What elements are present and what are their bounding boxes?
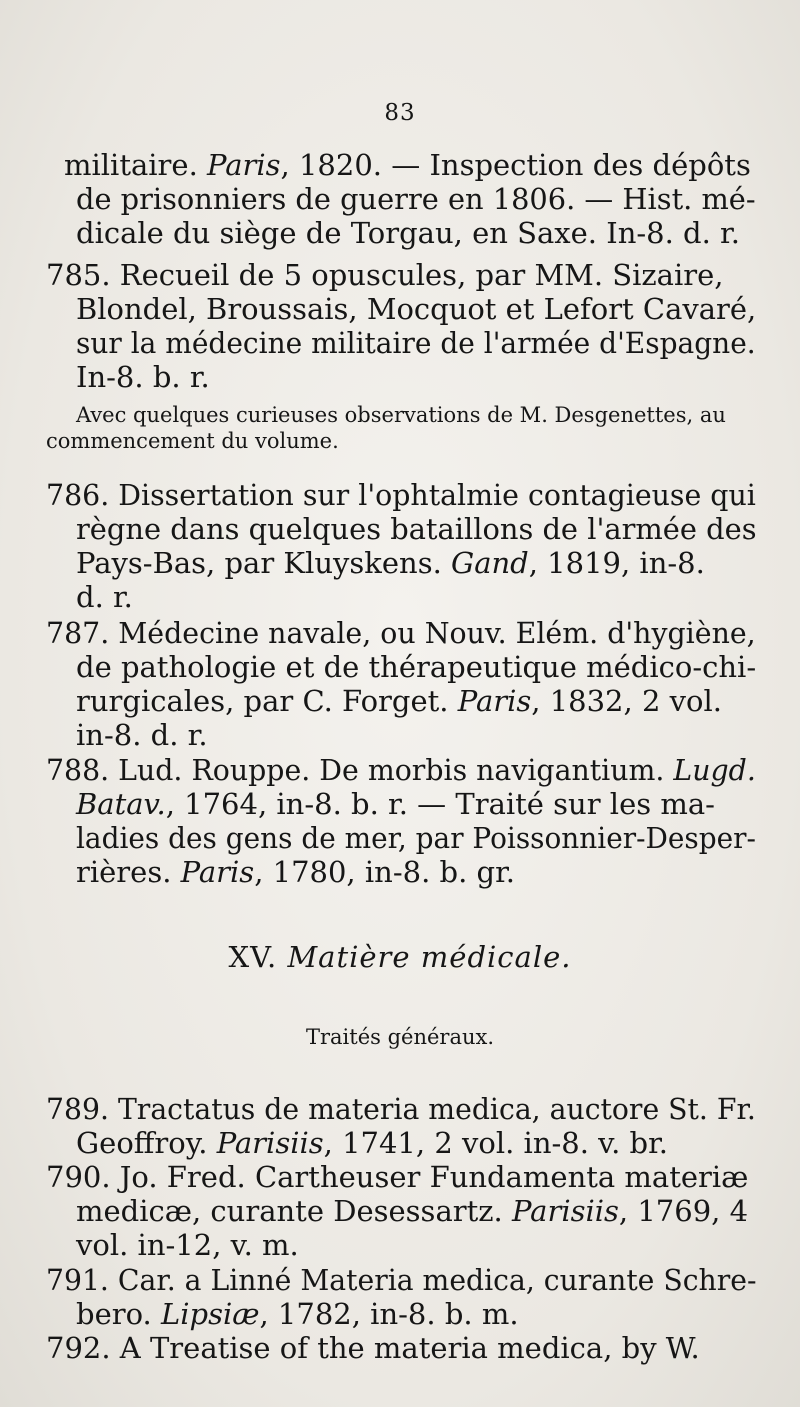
entry-line	[76, 1126, 668, 1160]
italic-text: Paris	[207, 148, 281, 182]
text-run: Blondel, Broussais, Mocquot et Lefort Cavaré,	[76, 292, 757, 326]
italic-text: Paris	[457, 684, 532, 718]
italic-text: Paris	[180, 855, 255, 889]
text-run: , 1832, 2 vol.	[531, 684, 722, 718]
section-number: XV.	[228, 940, 278, 974]
text-run: vol. in-12, v. m.	[76, 1228, 299, 1262]
entry-line	[76, 718, 208, 752]
text-run: , 1782, in-8. b. m.	[259, 1297, 519, 1331]
entry-line	[46, 1263, 757, 1297]
text-run: , 1820. — Inspection des dépôts	[280, 148, 751, 182]
entry-line	[46, 616, 756, 650]
text-run: Geoffroy.	[76, 1126, 217, 1160]
text-run: 789. Tractatus de materia medica, auctore St. Fr.	[46, 1092, 756, 1126]
entry-line	[76, 580, 133, 614]
italic-text: Parisiis	[216, 1126, 324, 1160]
entry-line	[76, 216, 740, 250]
entry-line	[46, 753, 756, 787]
text-run: ladies des gens de mer, par Poissonnier-Desper-	[76, 821, 756, 855]
text-run: de prisonniers de guerre en 1806. — Hist. mé-	[76, 182, 756, 216]
text-run: , 1741, 2 vol. in-8. v. br.	[323, 1126, 669, 1160]
italic-text: Parisiis	[511, 1194, 619, 1228]
text-run: in-8. d. r.	[76, 718, 208, 752]
text-run: 787. Médecine navale, ou Nouv. Elém. d'hygiène,	[46, 616, 756, 650]
entry-line	[46, 1092, 756, 1126]
text-run: medicæ, curante Desessartz.	[76, 1194, 512, 1228]
italic-text: Gand	[451, 546, 529, 580]
entry-line	[76, 821, 756, 855]
text-run: 785. Recueil de 5 opuscules, par MM. Sizaire,	[46, 258, 724, 292]
entry-line	[76, 182, 756, 216]
text-run: , 1819, in-8.	[528, 546, 705, 580]
text-run: Pays-Bas, par Kluyskens.	[76, 546, 452, 580]
italic-text: Batav.	[76, 787, 166, 821]
subsection-heading: Traités généraux.	[305, 1025, 495, 1049]
text-run: de pathologie et de thérapeutique médico-chi-	[76, 650, 757, 684]
text-run: 791. Car. a Linné Materia medica, curante Schre-	[46, 1263, 757, 1297]
text-run: d. r.	[76, 580, 133, 614]
text-run: 792. A Treatise of the materia medica, by W.	[46, 1331, 700, 1365]
page-number: 83	[384, 100, 416, 126]
entry-line	[76, 855, 515, 889]
entry-line	[76, 512, 757, 546]
entry-line	[76, 1194, 748, 1228]
note-line	[46, 428, 339, 454]
section-title: Matière médicale.	[287, 940, 572, 974]
entry-line	[64, 148, 751, 182]
entry-line	[76, 326, 756, 360]
entry-line	[46, 478, 756, 512]
entry-line	[46, 258, 724, 292]
text-run: 786. Dissertation sur l'ophtalmie contagieuse qui	[46, 478, 756, 512]
text-run: dicale du siège de Torgau, en Saxe. In-8. d. r.	[76, 216, 740, 250]
entry-line	[76, 650, 756, 684]
section-heading	[0, 940, 800, 974]
entry-line	[76, 292, 756, 326]
text-run: In-8. b. r.	[76, 360, 210, 394]
text-run: 790. Jo. Fred. Cartheuser Fundamenta materiæ	[46, 1160, 749, 1194]
text-run: commencement du volume.	[46, 429, 339, 453]
italic-text: Lugd.	[673, 753, 756, 787]
text-run: rières.	[76, 855, 181, 889]
entry-line	[76, 546, 705, 580]
text-run: règne dans quelques bataillons de l'armée des	[76, 512, 757, 546]
entry-line	[46, 1331, 700, 1365]
entry-line	[76, 787, 715, 821]
text-run: 788. Lud. Rouppe. De morbis navigantium.	[46, 753, 674, 787]
text-run: , 1764, in-8. b. r. — Traité sur les ma-	[165, 787, 715, 821]
entry-line	[76, 1228, 299, 1262]
text-run: militaire.	[64, 148, 208, 182]
entry-line	[76, 1297, 519, 1331]
text-run: , 1780, in-8. b. gr.	[254, 855, 515, 889]
note-line	[76, 402, 726, 428]
text-run: sur la médecine militaire de l'armée d'Espagne.	[76, 326, 756, 360]
text-run: bero.	[76, 1297, 161, 1331]
italic-text: Lipsiæ	[160, 1297, 260, 1331]
entry-line	[46, 1160, 748, 1194]
entry-line	[76, 360, 210, 394]
text-run: , 1769, 4	[618, 1194, 749, 1228]
entry-line	[76, 684, 722, 718]
text-run: rurgicales, par C. Forget.	[76, 684, 458, 718]
text-run: Avec quelques curieuses observations de M. Desgenettes, au	[76, 403, 726, 427]
